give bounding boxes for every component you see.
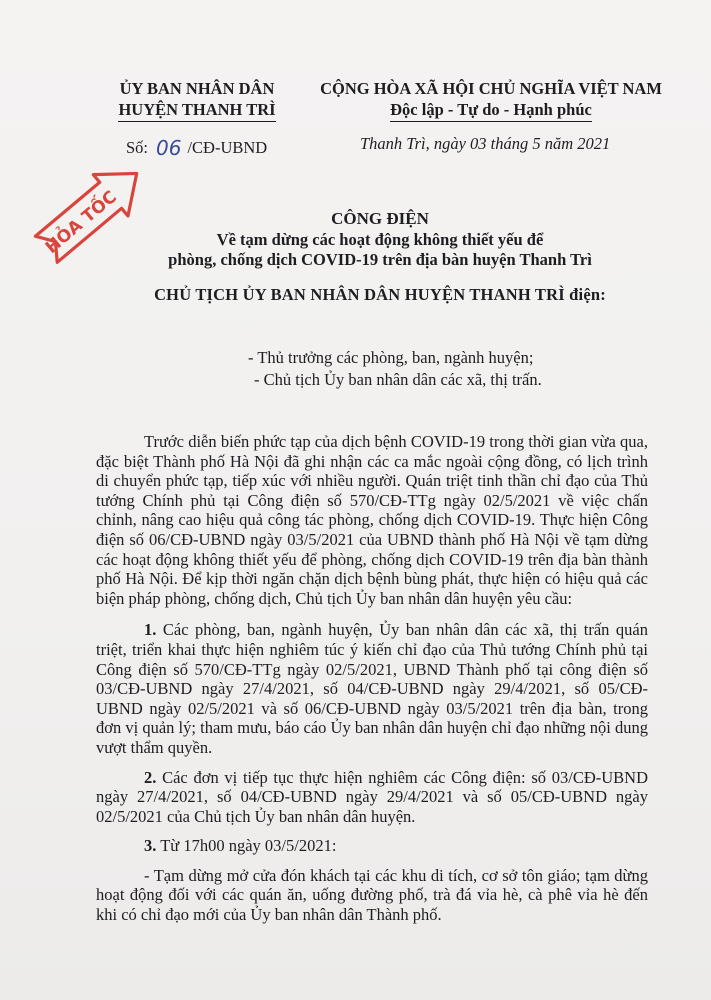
issuing-organization xyxy=(92,78,302,122)
title-line-2: Về tạm dừng các hoạt động không thiết yếu để xyxy=(216,230,544,249)
item-2 xyxy=(96,768,648,827)
urgent-stamp-text: HỎA TỐC xyxy=(41,187,121,258)
item-3 xyxy=(96,836,648,856)
item-1-number: 1. xyxy=(144,620,157,640)
recipient-list xyxy=(248,347,608,391)
doc-number-handwritten: 06 xyxy=(156,136,182,160)
motto-line: Độc lập - Tự do - Hạnh phúc xyxy=(390,99,592,122)
item-1 xyxy=(96,620,648,757)
intro-paragraph: Trước diễn biến phức tạp của dịch bệnh COVID-19 trong thời gian vừa qua, đặc biệt Thành phố Hà Nội đã ghi nhận các ca mắc ngoài cộng đồng, có lịch trình di chuyển phức tạp, tiếp xúc với nhiều người. Quán triệt tinh thần chỉ đạo của Thủ tướng Chính phủ tại Công điện số 570/CĐ-TTg ngày 02/5/2021 về việc chấn chỉnh, nâng cao hiệu quả công tác phòng, chống dịch COVID-19. Thực hiện Công điện số 06/CĐ-UBND ngày 03/5/2021 của UBND thành phố Hà Nội về tạm dừng các hoạt động không thiết yếu để phòng, chống dịch COVID-19 trên địa bàn thành phố Hà Nội. Để kịp thời ngăn chặn dịch bệnh bùng phát, thực hiện có hiệu quả các biện pháp phòng, chống dịch, Chủ tịch Ủy ban nhân dân huyện yêu cầu: xyxy=(96,432,648,608)
item-3-sub-1: - Tạm dừng mở cửa đón khách tại các khu di tích, cơ sở tôn giáo; tạm dừng hoạt động đối với các quán ăn, uống đường phố, trà đá vỉa hè, cà phê vỉa hè đến khi có chỉ đạo mới của Ủy ban nhân dân Thành phố. xyxy=(96,865,648,925)
org-line-2: HUYỆN THANH TRÌ xyxy=(118,99,275,122)
org-line-1: ỦY BAN NHÂN DÂN xyxy=(119,79,275,98)
document-title xyxy=(120,209,640,270)
national-motto xyxy=(305,78,677,122)
item-2-text: Các đơn vị tiếp tục thực hiện nghiêm các Công điện: số 03/CĐ-UBND ngày 27/4/2021, số 04/CĐ-UBND ngày 29/4/2021 và số 05/CĐ-UBND ngày 02/5/2021 của Chủ tịch Ủy ban nhân dân huyện. xyxy=(96,767,648,826)
recipient-item: - Thủ trưởng các phòng, ban, ngành huyện; xyxy=(248,348,534,367)
recipient-item: - Chủ tịch Ủy ban nhân dân các xã, thị trấn. xyxy=(254,370,542,389)
item-2-number: 2. xyxy=(144,767,157,787)
item-3-number: 3. xyxy=(144,836,157,856)
document-body xyxy=(96,432,648,935)
doc-number-suffix: /CĐ-UBND xyxy=(187,138,268,157)
item-1-text: Các phòng, ban, ngành huyện, Ủy ban nhân dân các xã, thị trấn quán triệt, triển khai thực hiện nghiêm túc ý kiến chỉ đạo của Thủ tướng Chính phủ tại Công điện số 570/CĐ-TTg ngày 02/5/2021, UBND Thành phố tại công điện số 03/CĐ-UBND ngày 27/4/2021, số 04/CĐ-UBND ngày 29/4/2021, số 05/CĐ-UBND ngày 02/5/2021 và số 06/CĐ-UBND ngày 03/5/2021 trên địa bàn, trong đơn vị quản lý; tham mưu, báo cáo Ủy ban nhân dân huyện chỉ đạo những nội dung vượt thẩm quyền. xyxy=(96,620,648,757)
title-line-1: CÔNG ĐIỆN xyxy=(331,209,429,228)
title-line-3: phòng, chống dịch COVID-19 trên địa bàn huyện Thanh Trì xyxy=(168,250,592,269)
doc-number-label: Số: xyxy=(126,138,149,157)
nation-name: CỘNG HÒA XÃ HỘI CHỦ NGHĨA VIỆT NAM xyxy=(320,79,662,98)
place-and-date: Thanh Trì, ngày 03 tháng 5 năm 2021 xyxy=(360,134,611,153)
sender-heading: CHỦ TỊCH ỦY BAN NHÂN DÂN HUYỆN THANH TRÌ điện: xyxy=(154,285,606,304)
item-3-text: Từ 17h00 ngày 03/5/2021: xyxy=(156,836,337,856)
